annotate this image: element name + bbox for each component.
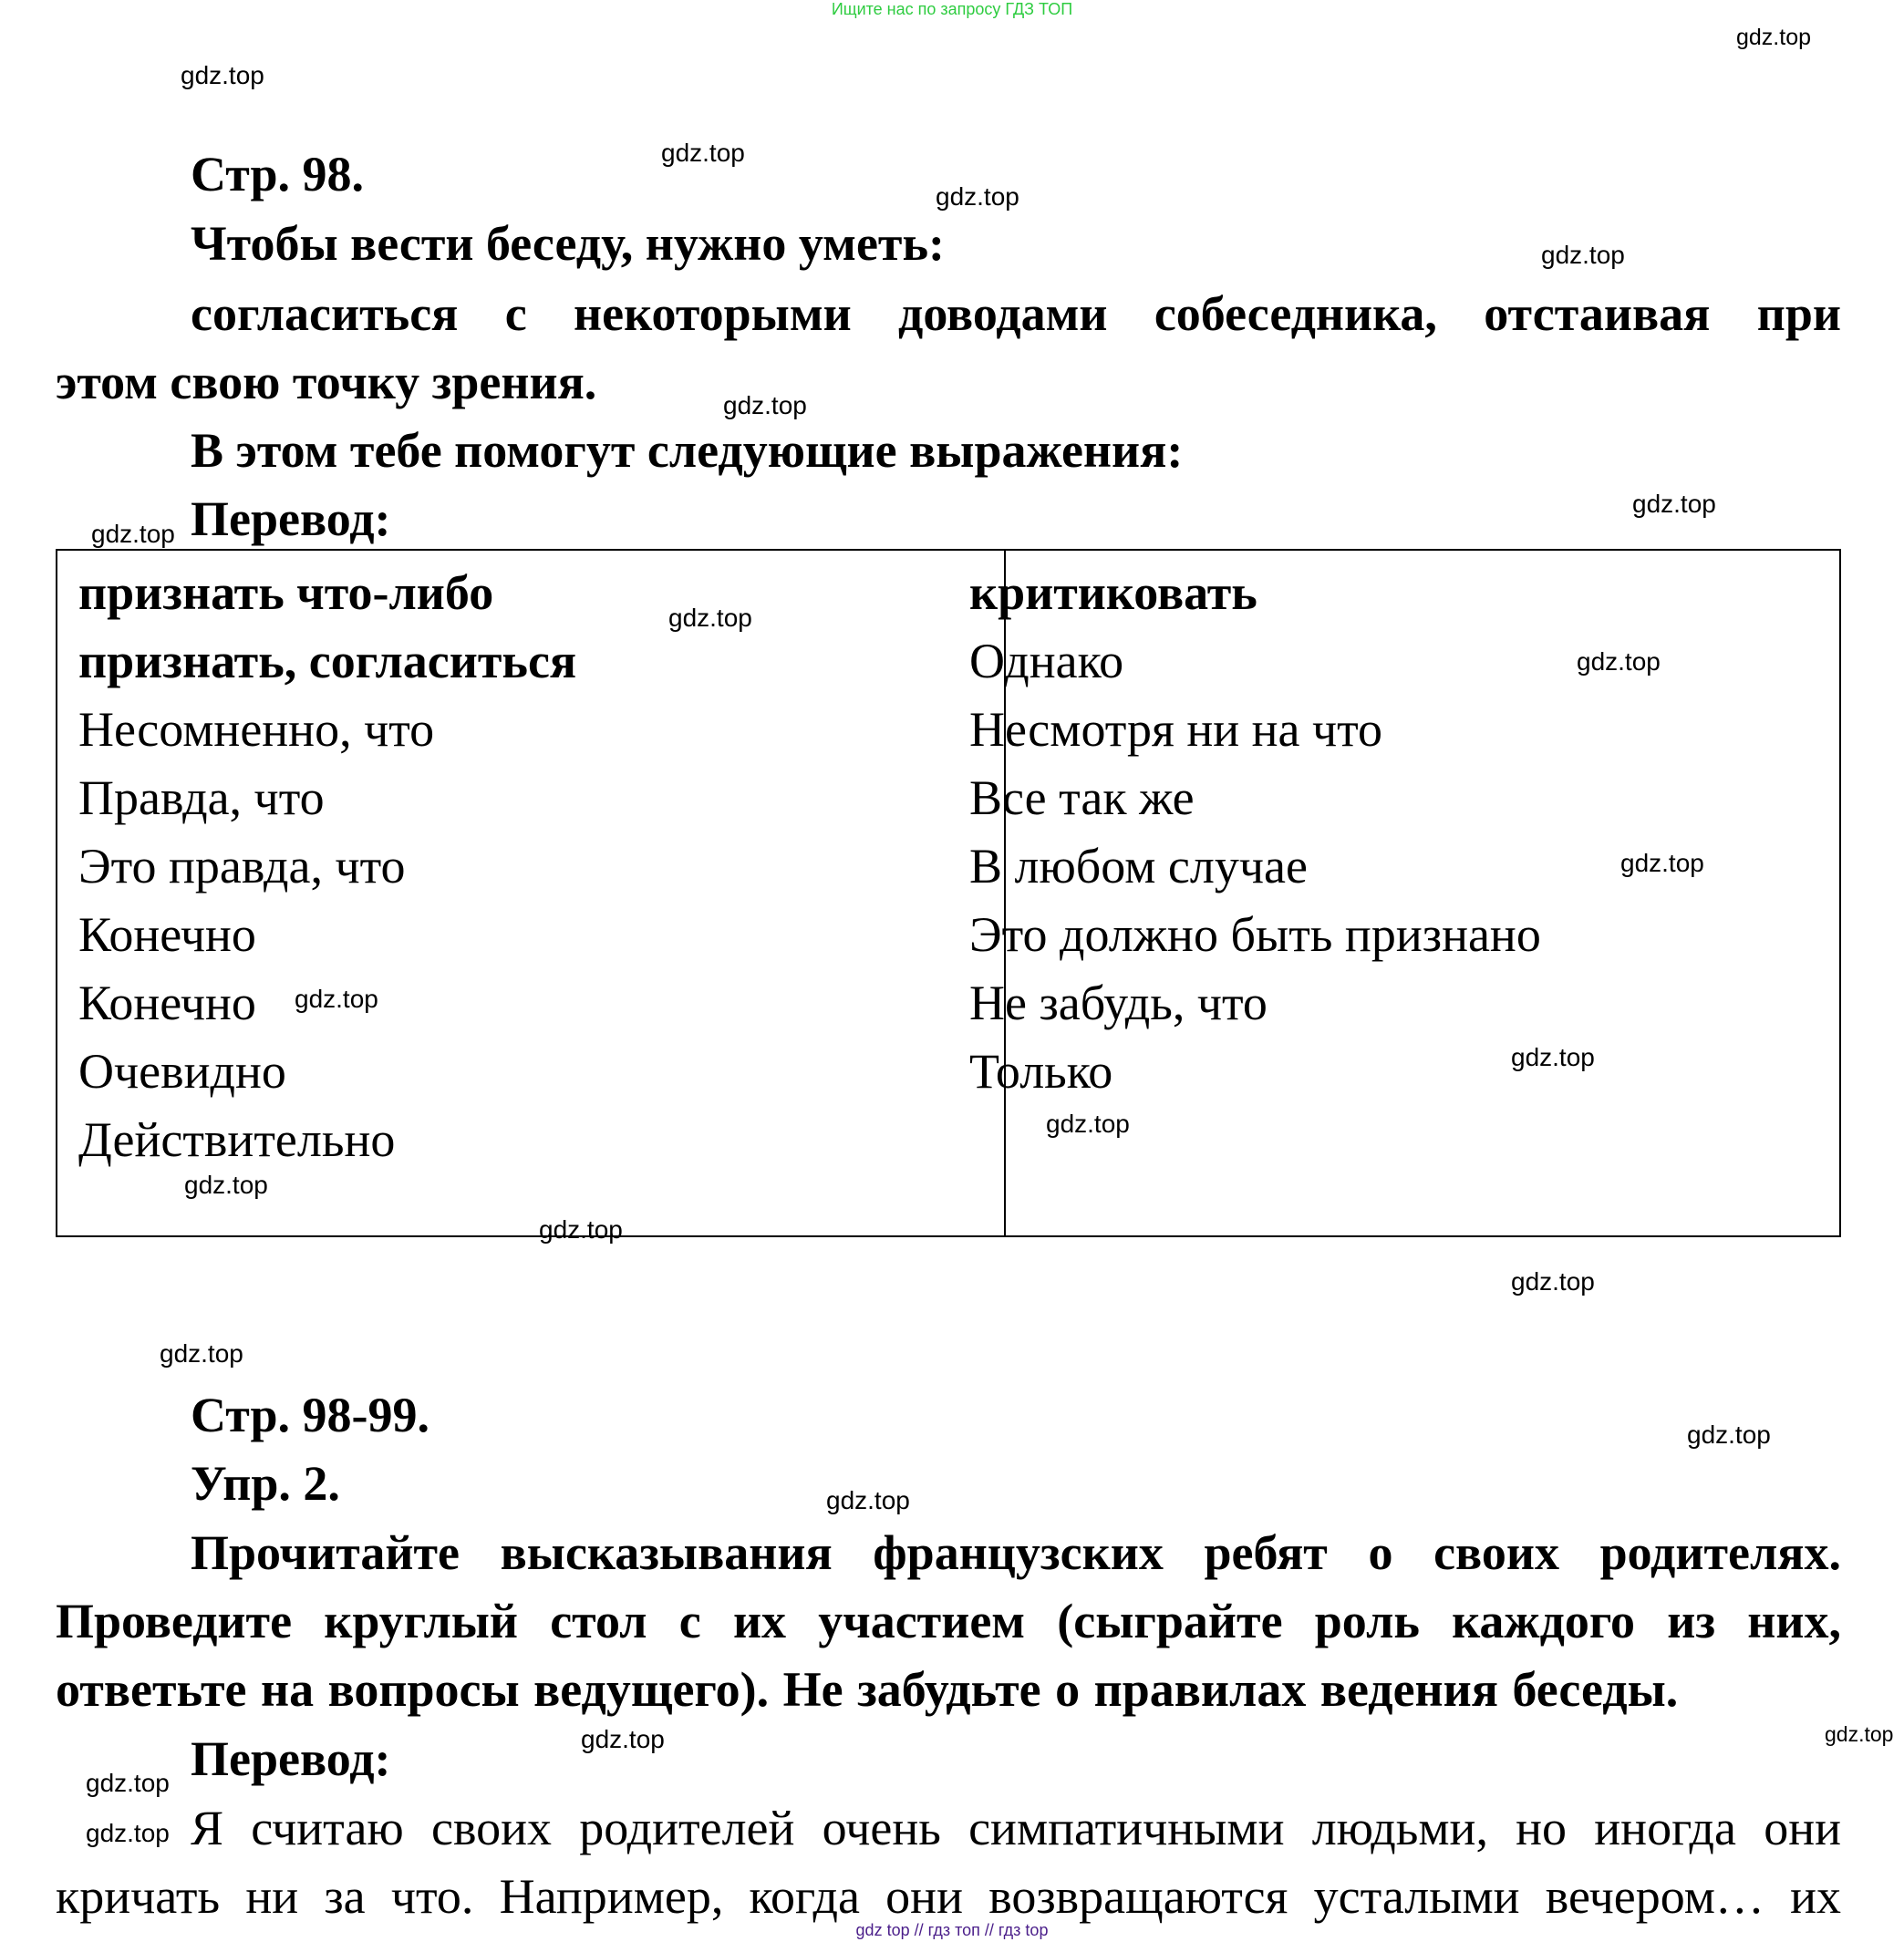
- page-heading: Стр. 98.: [191, 147, 365, 201]
- table-left-column: [78, 563, 576, 1179]
- expressions-table: [56, 549, 1841, 1237]
- task-line-2: Проведите круглый стол с их участием (сыграйте роль каждого из них,: [56, 1594, 1841, 1648]
- skill-line-1: согласиться с некоторыми доводами собеседника, отстаивая при: [191, 286, 1841, 341]
- watermark: gdz.top: [160, 1339, 243, 1368]
- right-item: Несмотря ни на что: [969, 702, 1383, 757]
- helper-text: В этом тебе помогут следующие выражения:: [191, 423, 1184, 478]
- watermark: gdz.top: [86, 1769, 170, 1797]
- watermark: gdz.top: [86, 1819, 170, 1847]
- watermark: gdz.top: [1577, 647, 1661, 676]
- left-header: признать, согласиться: [78, 634, 577, 688]
- watermark: gdz.top: [539, 1215, 623, 1244]
- right-item: Однако: [969, 634, 1124, 688]
- watermark: gdz.top: [1632, 490, 1716, 518]
- watermark: gdz.top: [723, 391, 807, 419]
- watermark: gdz.top: [295, 985, 378, 1013]
- left-item: Это правда, что: [78, 839, 406, 894]
- watermark: gdz.top: [1541, 241, 1625, 269]
- left-header: признать что-либо: [78, 565, 494, 620]
- right-item: Это должно быть признано: [969, 907, 1541, 962]
- left-item: Конечно: [78, 907, 256, 962]
- bottom-banner[interactable]: gdz top // гдз топ // гдз top: [855, 1921, 1049, 1939]
- watermark: gdz.top: [1736, 25, 1812, 50]
- left-item: Действительно: [78, 1112, 396, 1167]
- page-heading-2: Стр. 98-99.: [191, 1388, 429, 1442]
- watermark: gdz.top: [936, 182, 1019, 211]
- left-item: Правда, что: [78, 770, 325, 825]
- watermark: gdz.top: [581, 1725, 665, 1753]
- task-line-1: Прочитайте высказывания французских ребят о своих родителях.: [191, 1525, 1841, 1580]
- watermark: gdz.top: [826, 1486, 910, 1514]
- top-banner[interactable]: Ищите нас по запросу ГДЗ ТОП: [831, 0, 1073, 18]
- watermark: gdz.top: [1046, 1110, 1130, 1138]
- right-item: В любом случае: [969, 839, 1308, 894]
- watermark: gdz.top: [1511, 1043, 1595, 1071]
- watermark: gdz.top: [1825, 1722, 1894, 1746]
- left-item: Несомненно, что: [78, 702, 435, 757]
- watermark: gdz.top: [184, 1171, 268, 1199]
- skill-line-2: этом свою точку зрения.: [56, 355, 597, 409]
- right-header: критиковать: [969, 565, 1257, 620]
- text-line-2: кричать ни за что. Например, когда они возвращаются усталыми вечером… их: [56, 1869, 1841, 1924]
- intro-text: Чтобы вести беседу, нужно уметь:: [191, 216, 945, 271]
- watermark: gdz.top: [668, 604, 752, 632]
- right-item: Не забудь, что: [969, 976, 1268, 1030]
- translation-label-2: Перевод:: [191, 1731, 391, 1786]
- watermark: gdz.top: [91, 520, 175, 548]
- watermark: gdz.top: [1620, 849, 1704, 877]
- right-item: Только: [969, 1044, 1113, 1099]
- text-line-1: Я считаю своих родителей очень симпатичными людьми, но иногда они: [191, 1801, 1841, 1855]
- task-line-3: ответьте на вопросы ведущего). Не забудьте о правилах ведения беседы.: [56, 1662, 1679, 1717]
- watermark: gdz.top: [1687, 1420, 1771, 1449]
- left-item: Очевидно: [78, 1044, 286, 1099]
- exercise-heading: Упр. 2.: [191, 1456, 340, 1511]
- watermark: gdz.top: [181, 61, 264, 89]
- watermark: gdz.top: [1511, 1267, 1595, 1296]
- watermark: gdz.top: [661, 139, 745, 167]
- table-right-column: [969, 563, 1541, 1110]
- left-item: Конечно: [78, 976, 256, 1030]
- right-item: Все так же: [969, 770, 1195, 825]
- translation-label: Перевод:: [191, 491, 391, 546]
